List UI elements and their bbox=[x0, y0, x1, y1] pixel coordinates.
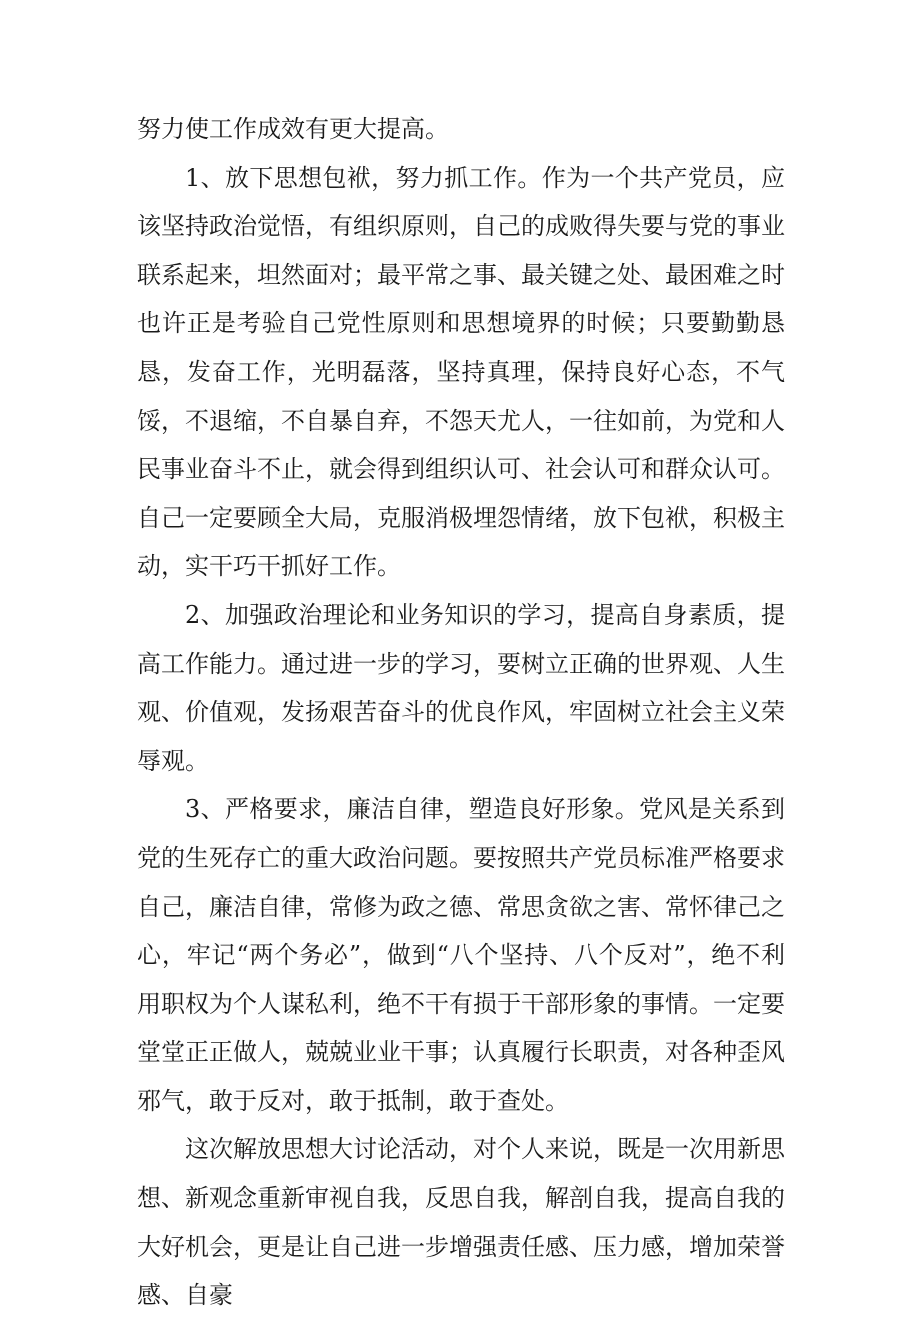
paragraph-point-3: 3、严格要求，廉洁自律，塑造良好形象。党风是关系到党的生死存亡的重大政治问题。要按照共产党员标准严格要求自己，廉洁自律，常修为政之德、常思贪欲之害、常怀律己之心，牢记“两个务必”，做到“八个坚持、八个反对”，绝不利用职权为个人谋私利，绝不干有损于干部形象的事情。一定要堂堂正正做人，兢兢业业干事；认真履行长职责，对各种歪风邪气，敢于反对，敢于抵制，敢于查处。 bbox=[137, 795, 785, 1115]
paragraph-point-1: 1、放下思想包袱，努力抓工作。作为一个共产党员，应该坚持政治觉悟，有组织原则，自己的成败得失要与党的事业联系起来，坦然面对；最平常之事、最关键之处、最困难之时也许正是考验自己党性原则和思想境界的时候；只要勤勤恳恳，发奋工作，光明磊落，坚持真理，保持良好心态，不气馁，不退缩，不自暴自弃，不怨天尤人，一往如前，为党和人民事业奋斗不止，就会得到组织认可、社会认可和群众认可。自己一定要顾全大局，克服消极埋怨情绪，放下包袱，积极主动，实干巧干抓好工作。 bbox=[137, 163, 785, 581]
paragraph-conclusion: 这次解放思想大讨论活动，对个人来说，既是一次用新思想、新观念重新审视自我，反思自我，解剖自我，提高自我的大好机会，更是让自己进一步增强责任感、压力感，增加荣誉感、自豪 bbox=[137, 1135, 785, 1310]
paragraph-continuation: 努力使工作成效有更大提高。 bbox=[137, 115, 449, 143]
paragraph-point-2: 2、加强政治理论和业务知识的学习，提高自身素质，提高工作能力。通过进一步的学习，要树立正确的世界观、人生观、价值观，发扬艰苦奋斗的优良作风，牢固树立社会主义荣辱观。 bbox=[137, 600, 785, 775]
document-body bbox=[137, 105, 785, 1320]
